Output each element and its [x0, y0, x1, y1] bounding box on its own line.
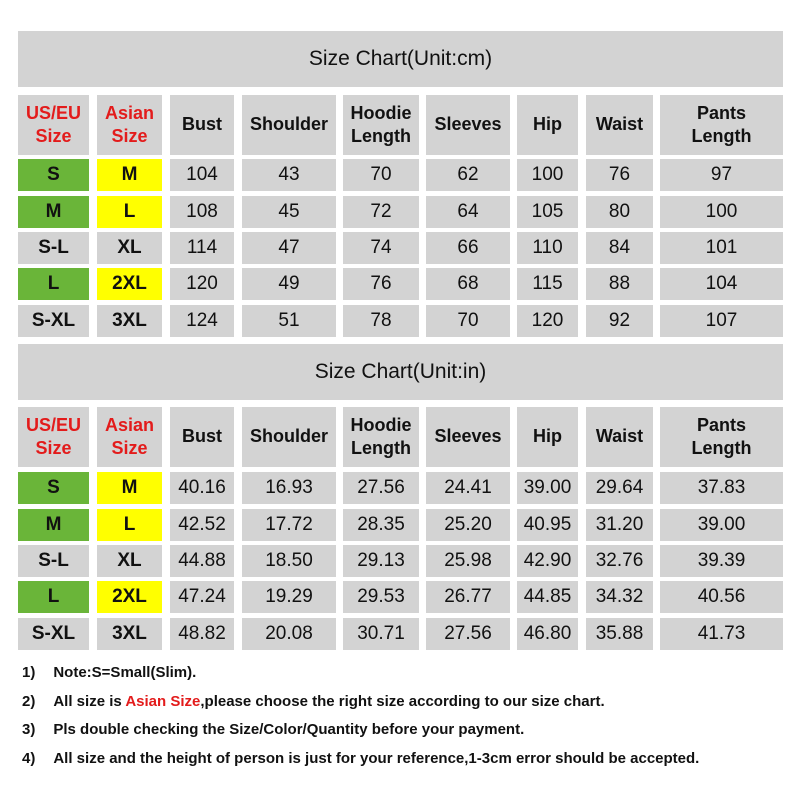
table-cell-hoodie: 78: [343, 305, 419, 337]
table-cell-us: S-XL: [18, 618, 89, 650]
size-chart-title-in: Size Chart(Unit:in): [18, 344, 783, 400]
table-cell-hoodie: 30.71: [343, 618, 419, 650]
table-cell-hoodie: 74: [343, 232, 419, 264]
table-cell-hip: 115: [517, 268, 578, 300]
header-line: Asian: [104, 102, 155, 123]
header-bust-cm: Bust: [170, 95, 234, 155]
table-cell-us: M: [18, 196, 89, 228]
table-cell-pants: 39.39: [660, 545, 783, 577]
table-cell-shoulder: 49: [242, 268, 336, 300]
table-cell-asian: 2XL: [97, 268, 162, 300]
table-cell-bust: 108: [170, 196, 234, 228]
note-segment: ,please choose the right size according to our size chart.: [200, 692, 605, 710]
table-cell-bust: 42.52: [170, 509, 234, 541]
table-cell-asian: L: [97, 196, 162, 228]
note-item: [22, 715, 792, 744]
table-cell-waist: 29.64: [586, 472, 653, 504]
header-hoodie-in: [343, 407, 419, 467]
header-pants-cm: [660, 95, 783, 155]
table-cell-us: S-L: [18, 545, 89, 577]
table-cell-shoulder: 45: [242, 196, 336, 228]
note-number: 4): [22, 749, 36, 767]
table-cell-hip: 100: [517, 159, 578, 191]
table-cell-pants: 107: [660, 305, 783, 337]
header-hoodie-cm: [343, 95, 419, 155]
table-cell-shoulder: 17.72: [242, 509, 336, 541]
table-cell-waist: 76: [586, 159, 653, 191]
table-cell-hoodie: 76: [343, 268, 419, 300]
table-cell-pants: 39.00: [660, 509, 783, 541]
table-cell-pants: 104: [660, 268, 783, 300]
header-sleeves-in: Sleeves: [426, 407, 510, 467]
table-cell-waist: 88: [586, 268, 653, 300]
header-sleeves-cm: Sleeves: [426, 95, 510, 155]
table-cell-waist: 34.32: [586, 581, 653, 613]
header-line: Size: [35, 126, 72, 146]
note-number: 3): [22, 721, 36, 739]
table-cell-waist: 35.88: [586, 618, 653, 650]
table-cell-waist: 92: [586, 305, 653, 337]
table-cell-shoulder: 51: [242, 305, 336, 337]
note-item: [22, 687, 792, 716]
header-bust-in: Bust: [170, 407, 234, 467]
header-line: Hoodie: [350, 102, 412, 123]
note-segment: Note:S=Small(Slim).: [53, 663, 197, 681]
table-cell-asian: 3XL: [97, 618, 162, 650]
header-line: Length: [351, 126, 411, 146]
header-line: Pants: [696, 414, 747, 435]
size-chart-title-cm: Size Chart(Unit:cm): [18, 31, 783, 87]
table-cell-asian: L: [97, 509, 162, 541]
table-cell-us: S-XL: [18, 305, 89, 337]
note-number: 1): [22, 663, 36, 681]
table-cell-shoulder: 43: [242, 159, 336, 191]
table-cell-hoodie: 72: [343, 196, 419, 228]
note-text: [53, 721, 524, 738]
table-cell-asian: 3XL: [97, 305, 162, 337]
note-item: [22, 658, 792, 687]
note-highlight: Asian Size: [125, 692, 201, 710]
header-shoulder-cm: Shoulder: [242, 95, 336, 155]
header-line: Size: [35, 438, 72, 458]
table-cell-us: L: [18, 268, 89, 300]
table-cell-bust: 47.24: [170, 581, 234, 613]
table-cell-shoulder: 19.29: [242, 581, 336, 613]
table-cell-bust: 48.82: [170, 618, 234, 650]
table-cell-pants: 37.83: [660, 472, 783, 504]
table-cell-sleeves: 24.41: [426, 472, 510, 504]
table-cell-us: S: [18, 472, 89, 504]
header-shoulder-in: Shoulder: [242, 407, 336, 467]
table-cell-hoodie: 29.13: [343, 545, 419, 577]
header-asian-in: [97, 407, 162, 467]
table-cell-hip: 44.85: [517, 581, 578, 613]
table-cell-hoodie: 70: [343, 159, 419, 191]
table-cell-us: S-L: [18, 232, 89, 264]
header-line: US/EU: [25, 102, 81, 123]
table-cell-sleeves: 68: [426, 268, 510, 300]
table-cell-pants: 41.73: [660, 618, 783, 650]
table-cell-sleeves: 27.56: [426, 618, 510, 650]
note-text: [53, 750, 699, 767]
table-cell-hip: 39.00: [517, 472, 578, 504]
header-us-in: [18, 407, 89, 467]
table-cell-hip: 46.80: [517, 618, 578, 650]
table-cell-asian: M: [97, 472, 162, 504]
table-cell-waist: 84: [586, 232, 653, 264]
table-cell-bust: 40.16: [170, 472, 234, 504]
table-cell-sleeves: 26.77: [426, 581, 510, 613]
note-segment: All size and the height of person is just for your reference,1-3cm error should be accepted.: [53, 749, 700, 767]
header-line: Length: [691, 126, 752, 146]
table-cell-bust: 124: [170, 305, 234, 337]
header-line: Length: [351, 438, 411, 458]
table-cell-bust: 120: [170, 268, 234, 300]
table-cell-shoulder: 20.08: [242, 618, 336, 650]
table-cell-sleeves: 64: [426, 196, 510, 228]
header-pants-in: [660, 407, 783, 467]
header-asian-cm: [97, 95, 162, 155]
table-cell-shoulder: 18.50: [242, 545, 336, 577]
table-cell-asian: 2XL: [97, 581, 162, 613]
header-line: Size: [111, 126, 148, 146]
table-cell-waist: 80: [586, 196, 653, 228]
note-segment: All size is: [53, 692, 126, 710]
table-cell-shoulder: 47: [242, 232, 336, 264]
table-cell-sleeves: 25.98: [426, 545, 510, 577]
table-cell-sleeves: 25.20: [426, 509, 510, 541]
table-cell-asian: XL: [97, 232, 162, 264]
table-cell-sleeves: 70: [426, 305, 510, 337]
header-line: Size: [111, 438, 148, 458]
table-cell-hoodie: 28.35: [343, 509, 419, 541]
header-line: US/EU: [25, 414, 81, 435]
table-cell-hip: 120: [517, 305, 578, 337]
table-cell-bust: 44.88: [170, 545, 234, 577]
header-waist-in: Waist: [586, 407, 653, 467]
table-cell-sleeves: 62: [426, 159, 510, 191]
table-cell-shoulder: 16.93: [242, 472, 336, 504]
header-line: Pants: [696, 102, 747, 123]
note-number: 2): [22, 692, 36, 710]
header-line: Asian: [104, 414, 155, 435]
table-cell-pants: 101: [660, 232, 783, 264]
table-cell-asian: M: [97, 159, 162, 191]
note-item: [22, 744, 792, 773]
table-cell-sleeves: 66: [426, 232, 510, 264]
note-text: [53, 693, 604, 710]
table-cell-hip: 42.90: [517, 545, 578, 577]
header-waist-cm: Waist: [586, 95, 653, 155]
table-cell-pants: 100: [660, 196, 783, 228]
header-hip-cm: Hip: [517, 95, 578, 155]
header-line: Hoodie: [350, 414, 412, 435]
header-us-cm: [18, 95, 89, 155]
table-cell-us: S: [18, 159, 89, 191]
table-cell-waist: 32.76: [586, 545, 653, 577]
table-cell-us: M: [18, 509, 89, 541]
table-cell-waist: 31.20: [586, 509, 653, 541]
table-cell-us: L: [18, 581, 89, 613]
table-cell-hoodie: 27.56: [343, 472, 419, 504]
table-cell-asian: XL: [97, 545, 162, 577]
table-cell-pants: 97: [660, 159, 783, 191]
note-segment: Pls double checking the Size/Color/Quantity before your payment.: [53, 721, 525, 739]
table-cell-pants: 40.56: [660, 581, 783, 613]
table-cell-bust: 104: [170, 159, 234, 191]
table-cell-hoodie: 29.53: [343, 581, 419, 613]
table-cell-bust: 114: [170, 232, 234, 264]
table-cell-hip: 105: [517, 196, 578, 228]
header-hip-in: Hip: [517, 407, 578, 467]
header-line: Length: [691, 438, 752, 458]
table-cell-hip: 110: [517, 232, 578, 264]
notes-list: [22, 658, 792, 773]
table-cell-hip: 40.95: [517, 509, 578, 541]
note-text: [53, 664, 196, 681]
